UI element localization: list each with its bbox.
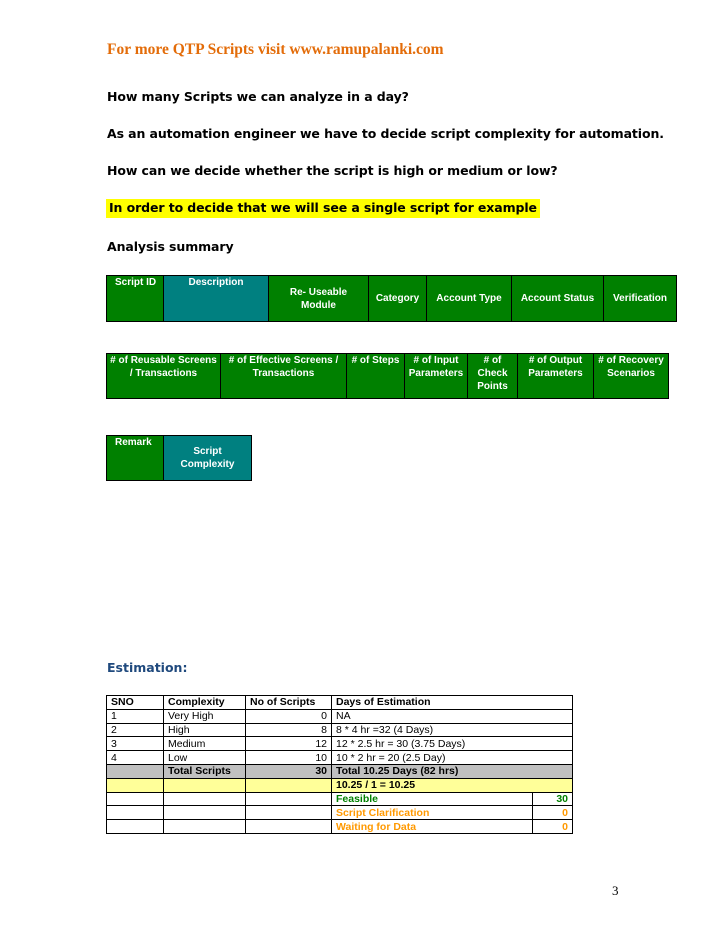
cell-complexity: Very High <box>164 709 246 723</box>
col-effective-screens: # of Effective Screens / Transactions <box>221 354 347 399</box>
cell-no-of-scripts: 8 <box>246 723 332 737</box>
highlighted-paragraph <box>106 200 540 215</box>
col-description: Description <box>164 276 269 322</box>
analysis-summary-heading: Analysis summary <box>107 239 234 254</box>
header-sno: SNO <box>107 696 164 710</box>
cell-sno: 4 <box>107 751 164 765</box>
col-script-complexity: Script Complexity <box>164 436 252 481</box>
ratio-row <box>107 778 573 792</box>
cell-days: 8 * 4 hr =32 (4 Days) <box>332 723 573 737</box>
cell-complexity: High <box>164 723 246 737</box>
header-link-text: For more QTP Scripts visit www.ramupalanki.com <box>107 41 444 58</box>
cell-days: NA <box>332 709 573 723</box>
total-value: 30 <box>246 764 332 778</box>
total-days: Total 10.25 Days (82 hrs) <box>332 764 573 778</box>
cell-no-of-scripts: 0 <box>246 709 332 723</box>
waiting-value: 0 <box>533 820 573 834</box>
total-row <box>107 764 573 778</box>
col-reusable-screens: # of Reusable Screens / Transactions <box>107 354 221 399</box>
header-no-of-scripts: No of Scripts <box>246 696 332 710</box>
cell-days: 12 * 2.5 hr = 30 (3.75 Days) <box>332 737 573 751</box>
table-row <box>107 737 573 751</box>
estimation-table <box>106 695 573 834</box>
col-check-points: # of Check Points <box>468 354 518 399</box>
col-account-type: Account Type <box>427 276 512 322</box>
cell-no-of-scripts: 12 <box>246 737 332 751</box>
question-complexity: How can we decide whether the script is high or medium or low? <box>107 163 558 178</box>
total-blank <box>107 764 164 778</box>
ratio-blank-1 <box>107 778 164 792</box>
feasible-value: 30 <box>533 792 573 806</box>
col-account-status: Account Status <box>512 276 604 322</box>
col-output-parameters: # of Output Parameters <box>518 354 594 399</box>
cell-complexity: Low <box>164 751 246 765</box>
cell-sno: 2 <box>107 723 164 737</box>
header-complexity: Complexity <box>164 696 246 710</box>
clarification-label: Script Clarification <box>332 806 533 820</box>
col-reuseable-module: Re- Useable Module <box>269 276 369 322</box>
analysis-table-3 <box>106 435 252 481</box>
cell-days: 10 * 2 hr = 20 (2.5 Day) <box>332 751 573 765</box>
waiting-row <box>107 820 573 834</box>
waiting-label: Waiting for Data <box>332 820 533 834</box>
ratio-blank-2 <box>164 778 246 792</box>
analysis-table-2 <box>106 353 669 399</box>
col-steps: # of Steps <box>347 354 405 399</box>
page-number: 3 <box>612 883 619 898</box>
feasible-label: Feasible <box>332 792 533 806</box>
table-row <box>107 709 573 723</box>
cell-sno: 3 <box>107 737 164 751</box>
col-remark: Remark <box>107 436 164 481</box>
intro-paragraph: As an automation engineer we have to decide script complexity for automation. <box>107 126 664 141</box>
highlight-text: In order to decide that we will see a single script for example <box>106 199 540 218</box>
analysis-table-1 <box>106 275 677 322</box>
col-verification: Verification <box>604 276 677 322</box>
feasible-row <box>107 792 573 806</box>
col-recovery-scenarios: # of Recovery Scenarios <box>594 354 669 399</box>
table-row <box>107 723 573 737</box>
cell-complexity: Medium <box>164 737 246 751</box>
table-row <box>107 751 573 765</box>
ratio-value: 10.25 / 1 = 10.25 <box>332 778 573 792</box>
col-script-id: Script ID <box>107 276 164 322</box>
cell-sno: 1 <box>107 709 164 723</box>
cell-no-of-scripts: 10 <box>246 751 332 765</box>
header-days-of-estimation: Days of Estimation <box>332 696 573 710</box>
clarification-value: 0 <box>533 806 573 820</box>
question-scripts-per-day: How many Scripts we can analyze in a day? <box>107 89 409 104</box>
total-label: Total Scripts <box>164 764 246 778</box>
table-header-row <box>107 696 573 710</box>
col-category: Category <box>369 276 427 322</box>
clarification-row <box>107 806 573 820</box>
col-input-parameters: # of Input Parameters <box>405 354 468 399</box>
ratio-blank-3 <box>246 778 332 792</box>
estimation-heading: Estimation: <box>107 660 188 675</box>
